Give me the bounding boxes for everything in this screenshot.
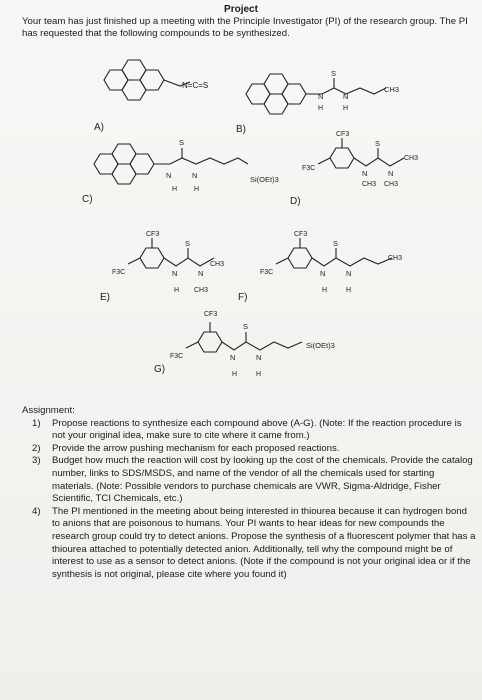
compound-f-s: S: [333, 239, 339, 248]
compound-g-s: S: [243, 322, 249, 331]
compound-e-s: S: [185, 239, 191, 248]
compound-g-structure: [170, 311, 335, 378]
compound-c-n1: N: [166, 171, 172, 180]
compound-c-h1: H: [172, 186, 178, 193]
compound-b-n2: N: [343, 92, 349, 101]
compound-b-s: S: [331, 69, 337, 78]
assignment-item-1: [22, 418, 477, 443]
compound-c-structure: [94, 138, 279, 193]
compound-e-f3c: F3C: [112, 269, 126, 276]
compound-f-h2: H: [346, 287, 352, 294]
compound-a-ncs: N=C=S: [182, 81, 209, 90]
assignment-item-text: Budget how much the reaction will cost by looking up the cost of the chemicals. Provide the catalog number, links to SDS/MSDS, and name of the vendor of all the chemicals used for starting materials. (Note: Possible vendors to purchase chemicals are VWR, Sigma-Aldridge, Fisher Scientific, TCI Chemicals, etc.): [52, 455, 473, 505]
assignment-item-number: 2): [32, 442, 41, 454]
assignment-item-number: 3): [32, 455, 41, 467]
compound-d-cf3-top: CF3: [336, 131, 350, 138]
intro-paragraph: Your team has just finished up a meeting with the Principle Investigator (PI) of the research group. The PI has requested that the following compounds to be synthesized.: [22, 16, 468, 39]
compound-d-ch3-right: CH3: [404, 155, 419, 162]
compound-c-h2: H: [194, 186, 200, 193]
compound-f-structure: [260, 231, 402, 294]
compound-b-structure: [246, 69, 399, 114]
compound-d-f3c: F3C: [302, 165, 316, 172]
assignment-item-text: Propose reactions to synthesize each compound above (A-G). (Note: If the reaction procedure is not your original idea, make sure to cite where it came from.): [52, 417, 462, 442]
label-a: A): [94, 122, 104, 133]
compound-f-f3c: F3C: [260, 269, 274, 276]
assignment-list: [22, 418, 477, 582]
compound-e-h: H: [174, 287, 180, 294]
compound-d-n1: N: [362, 169, 368, 178]
compound-structures-figure: [0, 52, 482, 397]
compound-g-f3c: F3C: [170, 353, 184, 360]
compound-g-cf3-top: CF3: [204, 311, 218, 318]
compound-f-ch3: CH3: [388, 255, 403, 262]
compound-e-n2: N: [198, 269, 204, 278]
assignment-item-text: The PI mentioned in the meeting about being interested in thiourea because it can hydrogen bond to anions that are poisonous to humans. Your PI wants to hear ideas for new compounds the research group could try to detect anions. Propose the synthesis of a fluorescent polymer that has a thiourea attached to potentially detected anion. Additionally, tell why the compound might be of interest to use as a sensor to detect anions. (Note if the compound is not your original idea or if the synthesis is not original, please cite where you found it): [52, 505, 476, 580]
compound-e-ch3-n: CH3: [194, 287, 209, 294]
compound-g-n2: N: [256, 353, 262, 362]
compound-g-h2: H: [256, 371, 262, 378]
compound-d-n2: N: [388, 169, 394, 178]
document-title: Project: [224, 4, 258, 15]
compound-f-n2: N: [346, 269, 352, 278]
compound-d-ch3-n1: CH3: [362, 181, 377, 188]
compound-a-structure: [104, 60, 208, 100]
compound-e-n1: N: [172, 269, 178, 278]
label-e: E): [100, 292, 110, 303]
compound-g-n1: N: [230, 353, 236, 362]
compound-b-ch3: CH3: [384, 85, 400, 94]
label-f: F): [238, 292, 248, 303]
compound-c-s: S: [179, 138, 185, 147]
compound-d-structure: [302, 131, 418, 188]
compound-d-s: S: [375, 139, 381, 148]
compound-b-h2: H: [343, 105, 349, 112]
compound-f-n1: N: [320, 269, 326, 278]
assignment-item-4: [22, 506, 477, 582]
compound-e-ch3-right: CH3: [210, 261, 225, 268]
compound-g-si: Si(OEt)3: [306, 341, 335, 350]
compound-b-h1: H: [318, 105, 324, 112]
compound-e-cf3-top: CF3: [146, 231, 160, 238]
assignment-item-number: 4): [32, 505, 41, 517]
compound-c-n2: N: [192, 171, 198, 180]
assignment-item-2: [22, 443, 477, 456]
label-b: B): [236, 124, 246, 135]
compound-f-h1: H: [322, 287, 328, 294]
label-c: C): [82, 194, 93, 205]
assignment-item-3: [22, 455, 477, 505]
assignment-item-number: 1): [32, 417, 41, 429]
compound-e-structure: [112, 231, 224, 294]
compound-c-si: Si(OEt)3: [250, 175, 279, 184]
label-d: D): [290, 196, 301, 207]
assignment-item-text: Provide the arrow pushing mechanism for each proposed reactions.: [52, 442, 340, 454]
assignment-section: [22, 405, 477, 581]
compound-d-ch3-n2: CH3: [384, 181, 399, 188]
assignment-heading: Assignment:: [22, 405, 75, 416]
label-g: G): [154, 364, 166, 375]
compound-f-cf3-top: CF3: [294, 231, 308, 238]
compound-b-n1: N: [318, 92, 324, 101]
compound-g-h1: H: [232, 371, 238, 378]
